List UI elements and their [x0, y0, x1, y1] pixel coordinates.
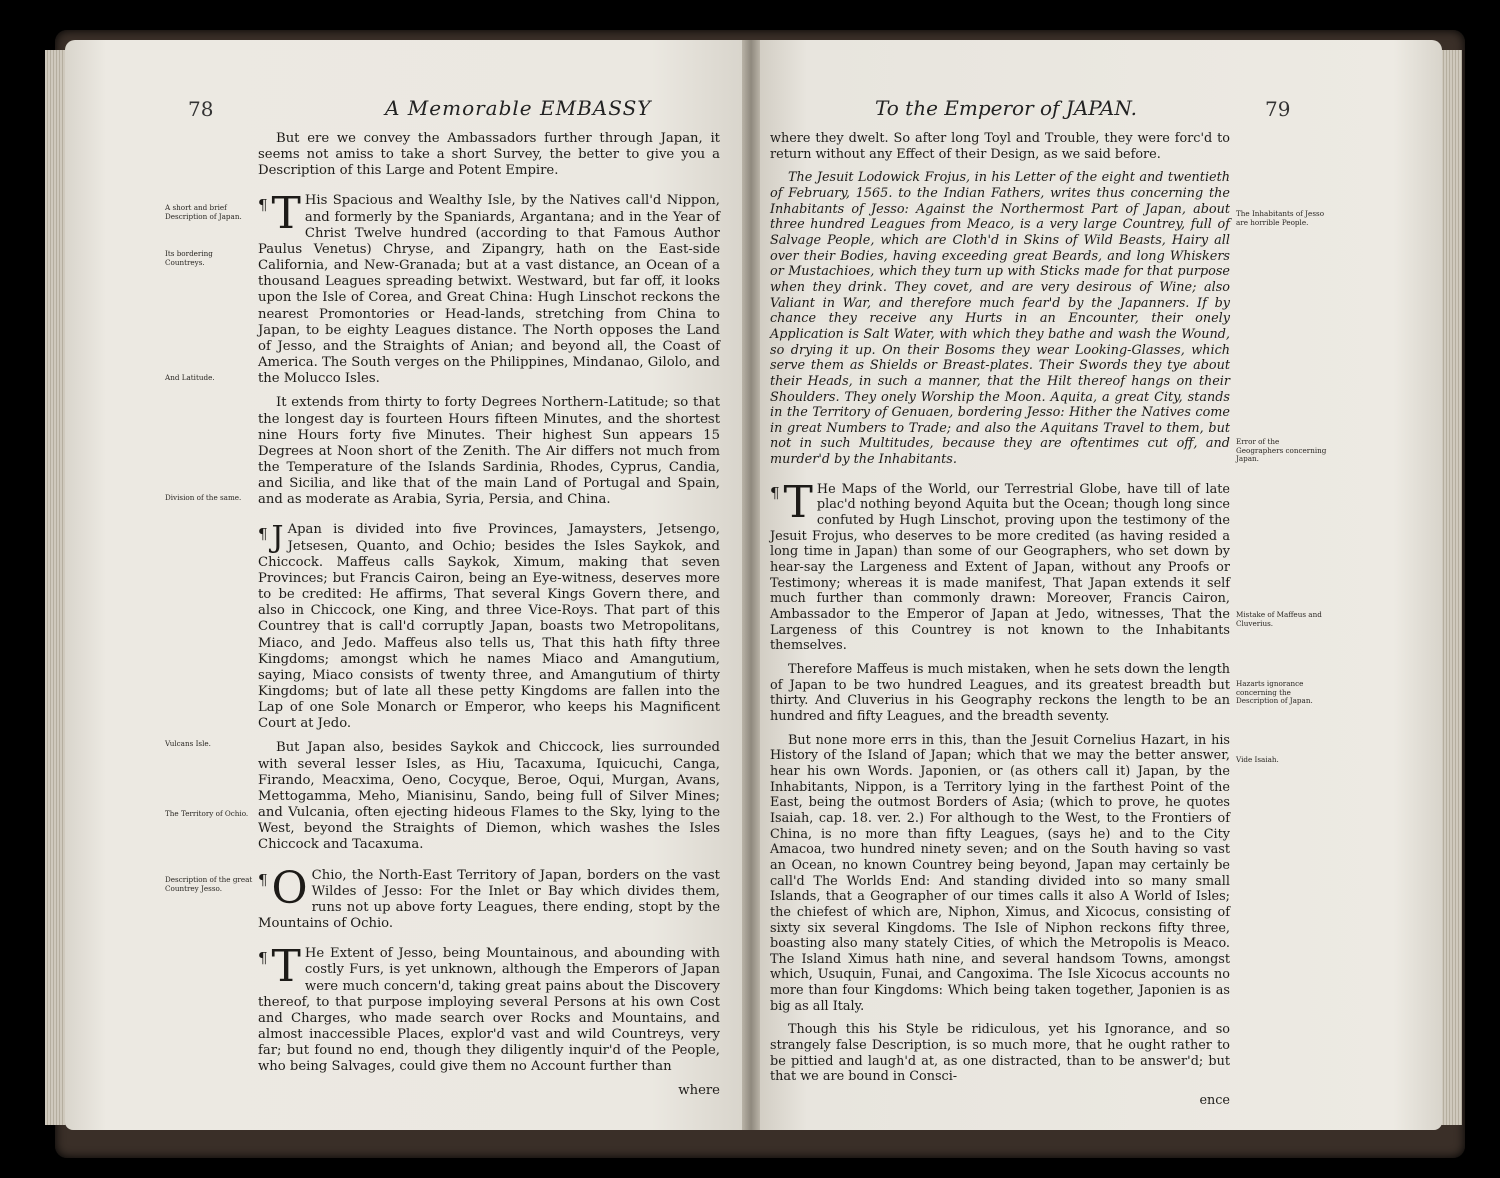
left-margin-note: The Territory of Ochio. [165, 809, 249, 818]
right-page-number: 79 [1265, 97, 1291, 121]
left-margin-note: And Latitude. [165, 373, 215, 382]
pilcrow-icon: ¶ [258, 525, 268, 544]
pilcrow-icon: ¶ [770, 483, 780, 502]
paragraph [258, 188, 720, 387]
paragraph: It extends from thirty to forty Degrees Northern-Latitude; so that the longest day is fourteen Hours fifteen Minutes, and the shortest nine Hours forty five Minutes. Their highest Sun appears 15 Degrees at Noon short of the Zenith. The Air differs not much from the Temperature of the Islands Sardinia, Rhodes, Cyprus, Candia, and Sicilia, and like that of the main Land of Portugal and Spain, and as moderate as Arabia, Syria, Persia, and China. [258, 395, 720, 508]
right-margin-note: Mistake of Maffeus and Cluverius. [1236, 610, 1322, 628]
left-margin-note: Description of the great Countrey Jesso. [165, 875, 253, 893]
drop-cap: T [783, 476, 813, 528]
left-margin-note: Vulcans Isle. [165, 739, 211, 748]
left-margin-note: A short and brief Description of Japan. [165, 203, 242, 221]
left-body [258, 131, 720, 1100]
drop-cap: T [271, 188, 301, 240]
pilcrow-icon: ¶ [258, 949, 268, 968]
paragraph: where they dwelt. So after long Toyl and Trouble, they were forc'd to return without any Effect of their Design, as we said before. [770, 131, 1230, 162]
paragraph [258, 862, 720, 933]
paragraph: But ere we convey the Ambassadors further through Japan, it seems not amiss to take a short Survey, the better to give you a Description of this Large and Potent Empire. [258, 131, 720, 179]
left-page-number: 78 [188, 97, 214, 121]
right-body [770, 131, 1230, 1109]
left-margin-note: Its bordering Countreys. [165, 249, 213, 267]
paragraph [258, 522, 720, 732]
right-margin-note: Vide Isaiah. [1236, 755, 1279, 764]
pilcrow-icon: ¶ [258, 870, 268, 889]
drop-cap: J [271, 520, 284, 556]
paragraph: But Japan also, besides Saykok and Chiccock, lies surrounded with several lesser Isles, as Hiu, Tacaxuma, Iquicuchi, Canga, Firando, Meacxima, Oeno, Cocyque, Beroe, Oqui, Murgan, Avans, Mettogamma, Meho, Mianisinu, Sando, being full of Silver Mines; and Vulcania, often ejecting hideous Flames to the Sky, lying to the West, beyond the Straights of Diemon, which washes the Isles Chiccock and Tacaxuma. [258, 740, 720, 853]
paragraph-text: Apan is divided into five Provinces, Jamaysters, Jetsengo, Jetsesen, Quanto, and Ochio; besides the Isles Saykok, and Chiccock. Maffeus calls Saykok, Ximum, making that seven Provinces; but Francis Cairon, being an Eye-witness, deserves more to be credited: He affirms, That several Kings Govern there, and also in Chiccock, one King, and three Vice-Roys. That part of this Countrey that is call'd corruptly Japan, boasts two Metropolitans, Miaco, and Jedo. Maffeus also tells us, That this hath fifty three Kingdoms; amongst which he names Miaco and Amangutium, saying, Miaco consists of twenty three, and Amangutium of thirty Kingdoms; but of late all these petty Kingdoms are fallen into the Lap of one Sole Monarch or Emperor, who keeps his Magnificent Court at Jedo. [258, 522, 720, 732]
right-margin-note: The Inhabitants of Jesso are horrible People. [1236, 209, 1325, 227]
paragraph: But none more errs in this, than the Jesuit Cornelius Hazart, in his History of the Island of Japan; which that we may the better answer, hear his own Words. Japonien, or (as others call it) Japan, by the Inhabitants, Nippon, is a Territory lying in the farthest Point of the East, being the outmost Borders of Asia; (which to prove, he quotes Isaiah, cap. 18. ver. 2.) For although to the West, to the Frontiers of China, is no more than fifty Leagues, (says he) and to the City Amacoa, two hundred ninety seven; and on the South having so vast an Ocean, no known Countrey being beyond, Japan may certainly be call'd The Worlds End: And standing divided into so many small Islands, that a Geographer of our times calls it also A World of Isles; the chiefest of which are, Niphon, Ximus, and Xicocus, consisting of sixty six several Kingdoms. The Isle of Niphon reckons fifty three, boasting also many stately Cities, of which the Metropolis is Meaco. The Island Ximus hath nine, and several handsom Towns, amongst which, Usuquin, Funai, and Cangoxima. The Isle Xicocus accounts no more than four Kingdoms: Which being taken together, Japonien is as big as all Italy. [770, 732, 1230, 1014]
paragraph: The Jesuit Lodowick Frojus, in his Letter of the eight and twentieth of February, 1565. to the Indian Fathers, writes thus concerning the Inhabitants of Jesso: Against the Northermost Part of Japan, about three hundred Leagues from Meaco, is a very large Countrey, full of Salvage People, which are Cloth'd in Skins of Wild Beasts, Hairy all over their Bodies, having exceeding great Beards, and long Whiskers or Mustachioes, which they turn up with Sticks made for that purpose when they drink. They covet, and are very desirous of Wine; also Valiant in War, and therefore much fear'd by the Japanners. If by chance they receive any Hurts in an Encounter, their onely Application is Salt Water, with which they bathe and wash the Wound, so drying it up. On their Bosoms they wear Looking-Glasses, which serve them as Shields or Breast-plates. Their Swords they tye about their Heads, in such a manner, that the Hilt thereof hangs on their Shoulders. They onely Worship the Moon. Aquita, a great City, stands in the Territory of Genuaen, bordering Jesso: Hither the Natives come in great Numbers to Trade; and also the Aquitans Travel to them, but not in such Multitudes, because they are oftentimes cut off, and murder'd by the Inhabitants. [770, 170, 1230, 468]
catchword: where [678, 1083, 720, 1099]
left-running-head: A Memorable EMBASSY [385, 96, 652, 120]
paragraph-text: His Spacious and Wealthy Isle, by the Natives call'd Nippon, and formerly by the Spaniards, Argantana; and in the Year of Christ Twelve hundred (according to that Famous Author Paulus Venetus) Chryse, and Zipangry, hath on the East-side California, and New-Granada; but at a vast distance, an Ocean of a thousand Leagues spreading betwixt. Westward, but far off, it looks upon the Isle of Corea, and Great China: Hugh Linschot reckons the nearest Promontories or Head-lands, stretching from China to Japan, to be eighty Leagues distance. The North opposes the Land of Jesso, and the Straights of Anian; and beyond all, the Coast of America. The South verges on the Philippines, Mindanao, Gilolo, and the Molucco Isles. [258, 193, 720, 387]
paragraph: Therefore Maffeus is much mistaken, when he sets down the length of Japan to be two hundred Leagues, and its greatest breadth but thirty. And Cluverius in his Geography reckons the length to be an hundred and fifty Leagues, and the breadth seventy. [770, 662, 1230, 724]
paragraph [770, 476, 1230, 654]
right-running-head: To the Emperor of JAPAN. [875, 96, 1137, 120]
paragraph-text: He Maps of the World, our Terrestrial Globe, have till of late plac'd nothing beyond Aquita but the Ocean; though long since confuted by Hugh Linschot, proving upon the testimony of the Jesuit Frojus, who deserves to be more credited (as having resided a long time in Japan) than some of our Geographers, who set down by hear-say the Largeness and Extent of Japan, without any Proofs or Testimony; whereas it is made manifest, That Japan extends it self much further than commonly drawn: Moreover, Francis Cairon, Ambassador to the Emperor of Japan at Jedo, witnesses, That the Largeness of this Countrey is not known to the Inhabitants themselves. [770, 481, 1230, 654]
paragraph-text: He Extent of Jesso, being Mountainous, and abounding with costly Furs, is yet unknown, although the Emperors of Japan were much concern'd, taking great pains about the Discovery thereof, to that purpose imploying several Persons at his own Cost and Charges, who made search over Rocks and Mountains, and almost inaccessible Places, explor'd vast and wild Countreys, very far; but found no end, though they diligently inquir'd of the People, who being Salvages, could give them no Account further than [258, 946, 720, 1075]
left-margin-note: Division of the same. [165, 493, 242, 502]
catchword: ence [1199, 1093, 1230, 1109]
drop-cap: O [271, 862, 308, 914]
right-margin-note: Error of the Geographers concerning Japan. [1236, 437, 1327, 463]
right-margin-note: Hazarts ignorance concerning the Description of Japan. [1236, 679, 1313, 705]
drop-cap: T [271, 941, 301, 993]
paragraph: Though this his Style be ridiculous, yet his Ignorance, and so strangely false Description, is so much more, that he ought rather to be pittied and laugh'd at, as one distracted, than to be answer'd; but that we are bound in Consci- [770, 1022, 1230, 1085]
gutter [742, 40, 760, 1130]
paragraph [258, 941, 720, 1075]
paragraph-text: Chio, the North-East Territory of Japan, borders on the vast Wildes of Jesso: For the Inlet or Bay which divides them, runs not up above forty Leagues, there ending, stopt by the Mountains of Ochio. [258, 867, 720, 932]
pilcrow-icon: ¶ [258, 196, 268, 215]
